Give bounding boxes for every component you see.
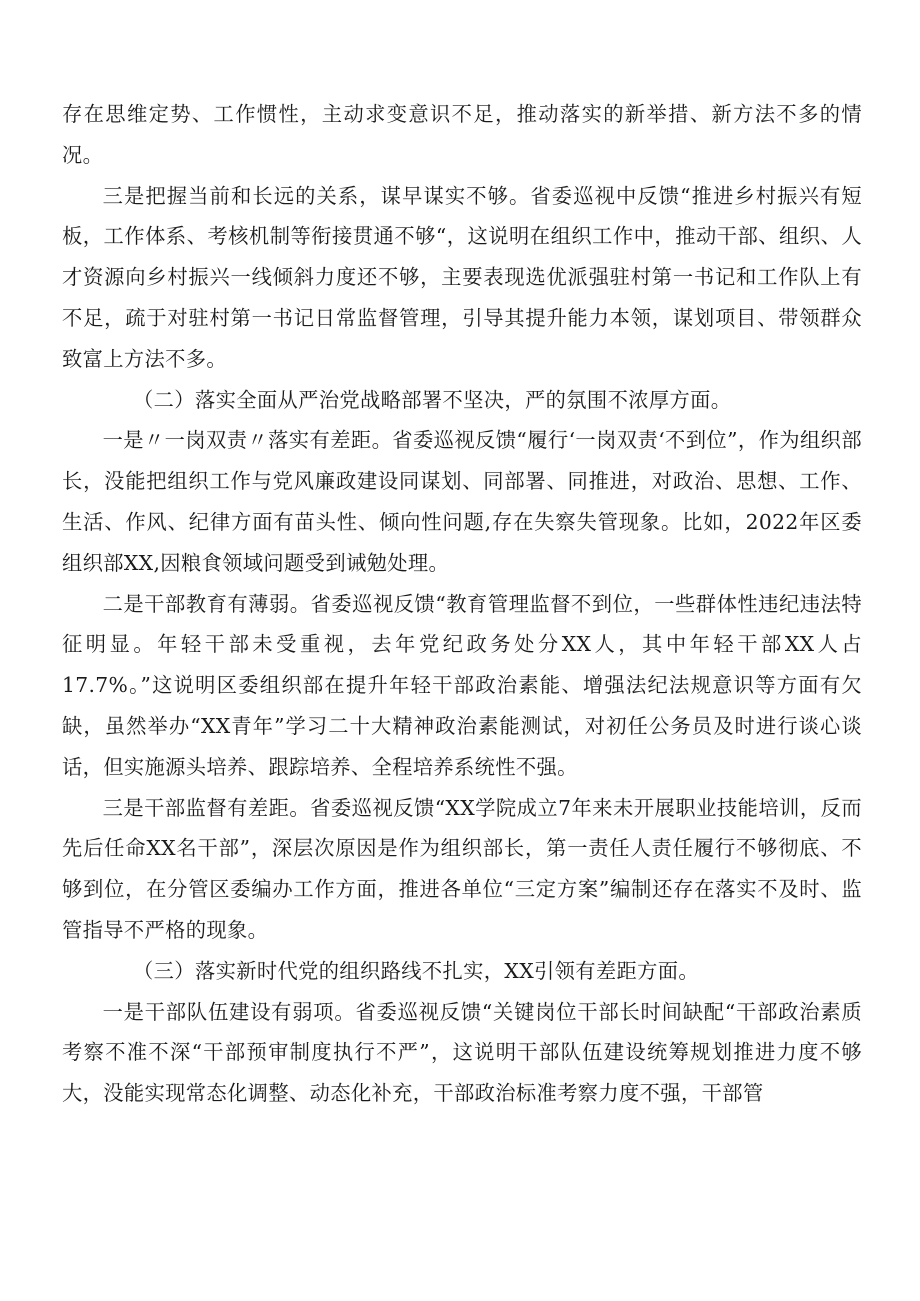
section-heading-2: （二）落实全面从严治党战略部署不坚决，严的氛围不浓厚方面。 — [133, 387, 732, 412]
paragraph-one-post-two-duties: 一是〃一岗双责〃落实有差距。省委巡视反馈“履行‘一岗双责‘不到位”，作为组织部长，没能把组织工作与党风廉政建设同谋划、同部署、同推进，对政治、思想、工作、生活、作风、纪律方面有苗头性、倾向性问题,存在失察失管现象。比如，2022年区委组织部XX,因粮食领域问题受到诫勉处理。 — [62, 428, 862, 575]
paragraph-continuation: 存在思维定势、工作惯性，主动求变意识不足，推动落实的新举措、新方法不多的情况。 — [62, 102, 862, 167]
section-heading-3: （三）落实新时代党的组织路线不扎实，XX引领有差距方面。 — [133, 958, 700, 983]
document-page — [62, 94, 862, 1114]
paragraph-cadre-education: 二是干部教育有薄弱。省委巡视反馈“教育管理监督不到位，一些群体性违纪违法特征明显。年轻干部未受重视，去年党纪政务处分XX人，其中年轻干部XX人占17.7%。”这说明区委组织部在提升年轻干部政治素能、增强法纪法规意识等方面有欠缺，虽然举办“XX青年”学习二十大精神政治素能测试，对初任公务员及时进行谈心谈话，但实施源头培养、跟踪培养、全程培养系统性不强。 — [62, 591, 862, 779]
paragraph-rural-revitalization: 三是把握当前和长远的关系，谋早谋实不够。省委巡视中反馈“推进乡村振兴有短板，工作体系、考核机制等衔接贯通不够“，这说明在组织工作中，推动干部、组织、人才资源向乡村振兴一线倾斜力度还不够，主要表现选优派强驻村第一书记和工作队上有不足，疏于对驻村第一书记日常监督管理，引导其提升能力本领，谋划项目、带领群众致富上方法不多。 — [62, 183, 862, 371]
paragraph-cadre-team-building: 一是干部队伍建设有弱项。省委巡视反馈“关键岗位干部长时间缺配“干部政治素质考察不准不深“干部预审制度执行不严”，这说明干部队伍建设统筹规划推进力度不够大，没能实现常态化调整、动态化补充，干部政治标准考察力度不强，干部管 — [62, 999, 862, 1106]
paragraph-cadre-supervision: 三是干部监督有差距。省委巡视反馈“XX学院成立7年来未开展职业技能培训，反而先后任命XX名干部”，深层次原因是作为组织部长，第一责任人责任履行不够彻底、不够到位，在分管区委编办工作方面，推进各单位“三定方案”编制还存在落实不及时、监管指导不严格的现象。 — [62, 795, 862, 942]
